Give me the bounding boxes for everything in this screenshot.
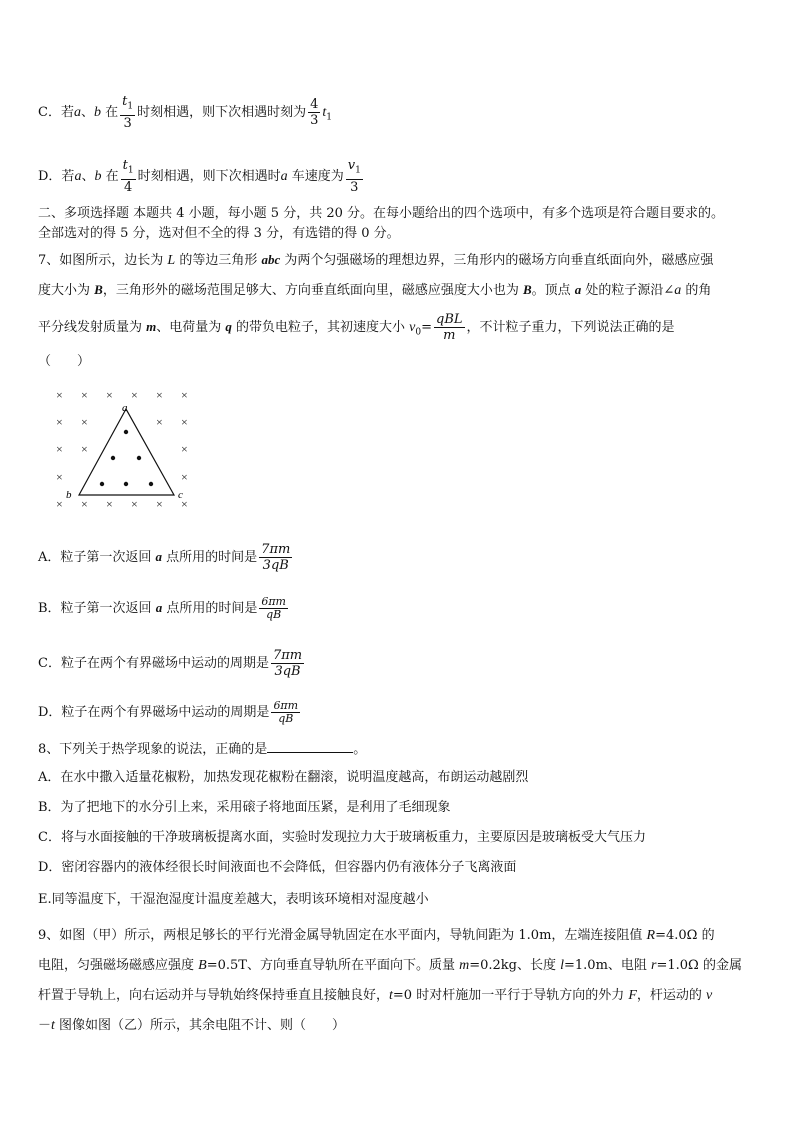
field-cross-mark: × [106, 388, 113, 402]
field-cross-mark: × [56, 470, 63, 484]
fraction-4-over-3: $\frac{4}{3}$ [310, 96, 319, 128]
fraction-v1-over-3: $\frac{v_1}{3}$ [347, 158, 361, 195]
q8-option-b: B．为了把地下的水分引上来，采用磙子将地面压紧，是利用了毛细现象 [38, 800, 451, 815]
magnetic-field-triangle-diagram [48, 382, 208, 522]
field-dot-mark [100, 482, 104, 486]
field-cross-mark: × [56, 497, 63, 511]
field-cross-mark: × [181, 442, 188, 456]
q7-option-d: D．粒子在两个有界磁场中运动的周期是 $\frac{6\pi m}{qB}$ [38, 699, 299, 725]
field-cross-mark: × [106, 497, 113, 511]
q7-option-a: A．粒子第一次返回 a 点所用的时间是 $\frac{7\pi m}{3qB}$ [38, 542, 291, 573]
q8-stem: 8、下列关于热学现象的说法，正确的是 。 [38, 738, 758, 760]
q7-answer-paren: （ ） [38, 354, 91, 369]
field-cross-mark: × [181, 415, 188, 429]
field-cross-mark: × [181, 497, 188, 511]
field-cross-mark: × [156, 497, 163, 511]
option-c-line: C．若a、b 在 $\frac{t_1}{3}$ 时刻相遇，则下次相遇时刻为 $\frac{4}{3}$ $t_1$ [38, 94, 332, 131]
q7-stem-line1: 7、如图所示，边长为 L 的等边三角形 abc 为两个匀强磁场的理想边界，三角形内的磁场方向垂直纸面向外，磁感应强 [38, 252, 714, 268]
field-cross-mark: × [131, 388, 138, 402]
vertex-a-label: a [122, 402, 128, 414]
q7-stem-line2: 度大小为 B，三角形外的磁场范围足够大、方向垂直纸面向里，磁感应强度大小也为 B。顶点 a 处的粒子源沿∠a 的角 [38, 282, 712, 298]
q8-option-d: D．密闭容器内的液体经很长时间液面也不会降低，但容器内仍有液体分子飞离液面 [38, 860, 517, 875]
field-cross-mark: × [56, 415, 63, 429]
field-cross-mark: × [81, 388, 88, 402]
field-cross-mark: × [56, 388, 63, 402]
q9-stem-line1: 9、如图（甲）所示，两根足够长的平行光滑金属导轨固定在水平面内，导轨间距为 1.0m，左端连接阻值 R=4.0Ω 的 [38, 928, 715, 943]
q8-option-e: E.同等温度下，干湿泡湿度计温度差越大，表明该环境相对湿度越小 [38, 892, 429, 907]
q7-stem-line3: 平分线发射质量为 m、电荷量为 q 的带负电粒子，其初速度大小 $v_0=$ $\frac{\text{qBL}}{m}$ ，不计粒子重力，下列说法正确的是 [38, 312, 675, 343]
field-dot-mark [124, 430, 128, 434]
section-two-header: 二、多项选择题 本题共 4 小题，每小题 5 分，共 20 分。在每小题给出的四个选项中，有多个选项是符合题目要求的。 [38, 206, 725, 221]
field-cross-mark: × [181, 388, 188, 402]
field-cross-mark: × [131, 497, 138, 511]
vertex-c-label: c [178, 489, 183, 501]
fraction-t1-over-4: $\frac{t_1}{4}$ [122, 158, 134, 195]
q7-option-b: B．粒子第一次返回 a 点所用的时间是 $\frac{6\pi m}{qB}$ [38, 595, 286, 621]
field-cross-mark: × [81, 415, 88, 429]
field-cross-mark: × [81, 497, 88, 511]
q9-stem-line4: －t 图像如图（乙）所示，其余电阻不计、则（ ） [38, 1018, 346, 1033]
option-d-line: D．若a、b 在 $\frac{t_1}{4}$ 时刻相遇，则下次相遇时a 车速度为 $\frac{v_1}{3}$ [38, 158, 361, 195]
q7-option-c: C．粒子在两个有界磁场中运动的周期是 $\frac{7\pi m}{3qB}$ [38, 648, 303, 679]
field-cross-mark: × [81, 442, 88, 456]
q8-option-c: C．将与水面接触的干净玻璃板提离水面，实验时发现拉力大于玻璃板重力，主要原因是玻璃板受大气压力 [38, 830, 646, 845]
inner-field-dots [100, 430, 153, 486]
fraction-t1-over-3: $\frac{t_1}{3}$ [122, 94, 134, 131]
field-cross-mark: × [181, 470, 188, 484]
field-dot-mark [149, 482, 153, 486]
field-dot-mark [124, 482, 128, 486]
section-two-header-cont: 全部选对的得 5 分，选对但不全的得 3 分，有选错的得 0 分。 [38, 226, 400, 241]
field-cross-mark: × [56, 442, 63, 456]
field-cross-mark: × [156, 415, 163, 429]
field-cross-mark: × [156, 388, 163, 402]
q8-option-a: A．在水中撒入适量花椒粉，加热发现花椒粉在翻滚，说明温度越高，布朗运动越剧烈 [38, 770, 529, 785]
fraction-qbl-over-m: $\frac{\text{qBL}}{m}$ [436, 312, 463, 343]
vertex-b-label: b [66, 489, 72, 501]
field-dot-mark [111, 456, 115, 460]
q9-stem-line3: 杆置于导轨上，向右运动并与导轨始终保持垂直且接触良好，t=0 时对杆施加一平行于导轨方向的外力 F，杆运动的 v [38, 988, 713, 1003]
answer-blank [267, 738, 353, 753]
field-dot-mark [137, 456, 141, 460]
q9-stem-line2: 电阻，匀强磁场磁感应强度 B=0.5T、方向垂直导轨所在平面向下。质量 m=0.2kg、长度 l=1.0m、电阻 r=1.0Ω 的金属 [38, 958, 742, 973]
